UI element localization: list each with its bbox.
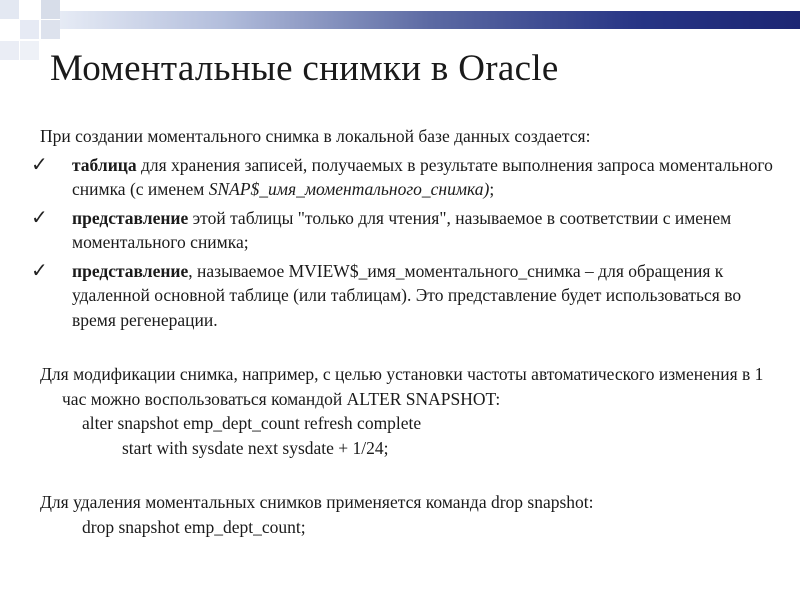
item-text-end: ; bbox=[489, 179, 495, 199]
item-italic-name: SNAP$_имя_моментального_снимка) bbox=[208, 179, 490, 199]
modify-code-line-2: start with sysdate next sysdate + 1/24; bbox=[122, 437, 389, 458]
modify-paragraph: Для модификации снимка, например, с целью установки частоты автоматического изменения в 1 час можно воспользоваться командой ALTER SNAPSHOT: bbox=[40, 364, 764, 409]
item-text: для хранения записей, получаемых в результате выполнения запроса моментального снимка (с именем bbox=[72, 154, 773, 199]
decor-square bbox=[41, 20, 60, 39]
bullet-list bbox=[31, 153, 785, 333]
decor-square bbox=[0, 41, 19, 60]
decor-square bbox=[41, 0, 60, 19]
list-item bbox=[31, 206, 785, 255]
decor-square bbox=[20, 41, 39, 60]
checkmark-icon: ✓ bbox=[31, 206, 48, 229]
item-text: , называемое MVIEW$_имя_моментального_снимка – для обращения к удаленной основной таблице (или таблицам). Это представление будет использоваться во время регенерации. bbox=[72, 260, 742, 330]
item-bold-term: таблица bbox=[72, 154, 137, 175]
item-bold-term: представление bbox=[72, 260, 189, 281]
checkmark-icon: ✓ bbox=[31, 259, 48, 282]
decor-square bbox=[20, 20, 39, 39]
decor-square bbox=[0, 0, 19, 19]
list-item bbox=[31, 259, 785, 333]
slide-title: Моментальные снимки в Oracle bbox=[50, 48, 559, 89]
gradient-bar bbox=[60, 11, 800, 29]
item-bold-term: представление bbox=[72, 207, 189, 228]
list-item bbox=[31, 153, 785, 202]
intro-text: При создании моментального снимка в локальной базе данных создается: bbox=[40, 126, 591, 146]
slide-body bbox=[31, 124, 785, 539]
modify-code-line-1: alter snapshot emp_dept_count refresh complete bbox=[82, 413, 422, 433]
checkmark-icon: ✓ bbox=[31, 153, 48, 176]
drop-paragraph: Для удаления моментальных снимков применяется команда drop snapshot: bbox=[40, 492, 594, 512]
item-text: этой таблицы "только для чтения", называемое в соответствии с именем моментального снимка; bbox=[72, 207, 732, 252]
drop-code-line: drop snapshot emp_dept_count; bbox=[82, 516, 306, 537]
